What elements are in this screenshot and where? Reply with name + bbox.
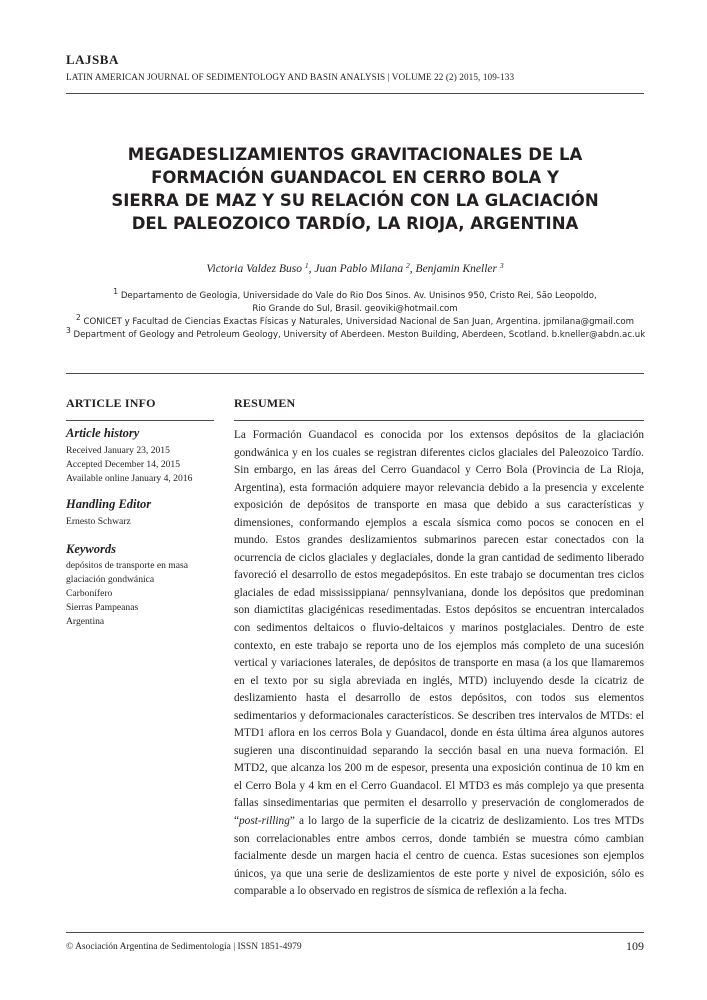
article-history-heading: Article history bbox=[66, 426, 140, 440]
affiliation-mark: 3 bbox=[66, 326, 71, 335]
article-info-divider bbox=[66, 420, 214, 421]
footer-divider bbox=[66, 932, 644, 933]
abstract-italic-term: post-rilling bbox=[239, 815, 290, 828]
history-entry: Available online January 4, 2016 bbox=[66, 473, 193, 484]
title-line: FORMACIÓN GUANDACOL EN CERRO BOLA Y bbox=[151, 168, 559, 187]
affiliation-text: Departamento de Geologia, Universidade do Vale do Rio Dos Sinos. Av. Unisinos 950, Cristo Rei, São Leopoldo, bbox=[120, 291, 597, 301]
author-name: Benjamin Kneller bbox=[415, 263, 497, 275]
affiliation-text: CONICET y Facultad de Ciencias Exactas Físicas y Naturales, Universidad Nacional de San Juan, Argentina. jpmilana@gmail.com bbox=[83, 317, 635, 327]
title-line: SIERRA DE MAZ Y SU RELACIÓN CON LA GLACIACIÓN bbox=[111, 191, 599, 210]
article-info-heading: ARTICLE INFO bbox=[66, 396, 156, 410]
keyword: depósitos de transporte en masa bbox=[66, 560, 189, 571]
author-affiliation-mark: 2 bbox=[406, 261, 410, 270]
author-affiliation-mark: 1 bbox=[304, 261, 309, 270]
journal-abbreviation: LAJSBA bbox=[66, 52, 119, 67]
footer-copyright: © Asociación Argentina de Sedimentología | ISSN 1851-4979 bbox=[66, 942, 302, 952]
journal-citation-line: LATIN AMERICAN JOURNAL OF SEDIMENTOLOGY AND BASIN ANALYSIS | VOLUME 22 (2) 2015, 109-133 bbox=[66, 72, 515, 82]
abstract-paragraph bbox=[234, 427, 644, 901]
article-title bbox=[66, 143, 644, 235]
keywords-heading: Keywords bbox=[66, 542, 116, 556]
affiliation-text: Department of Geology and Petroleum Geology, University of Aberdeen. Meston Building, Aberdeen, Scotland. b.kneller@abdn.ac.uk bbox=[73, 330, 646, 340]
author-name: Victoria Valdez Buso bbox=[206, 263, 302, 275]
header-divider bbox=[66, 93, 644, 94]
keywords-list bbox=[66, 559, 188, 629]
affiliation-text: Rio Grande do Sul, Brasil. geoviki@hotmail.com bbox=[252, 304, 458, 314]
affiliation-1 bbox=[66, 287, 644, 316]
abstract-text: La Formación Guandacol es conocida por los extensos depósitos de la glaciación gondwánica y en los cuales se registran diferentes ciclos glaciales del Paleozoico Tardío. Sin embargo, en las áreas del Cerro Guandacol y Cerro Bola (Provincia de La Rioja, Argentina), esta formación adquiere mayor relevancia debido a la presencia y excelente exposición de depósitos de transporte en masa que debido a sus características y dimensiones, conformando ejemplos a escala sísmica como pocos se conocen en el mundo. Estos grandes deslizamientos submarinos parecen estar conectados con la ocurrencia de ciclos glaciales y deglaciales, donde la gran cantidad de sedimento liberado favoreció el desarrollo de estos megadepósitos. En este trabajo se documentan tres ciclos glaciales de edad mississippiana/ pennsylvaniana, donde los depósitos que predominan son diamictitas glacigénicas resedimentadas. Estos depósitos se encuentran intercalados con sedimentos deltaicos o fluvio-deltaicos y marinos postglaciales. Dentro de este contexto, en este trabajo se reporta uno de los ejemplos más completo de una sucesión vertical y variaciones laterales, de depósitos de transporte en masa (a los que llamaremos en el texto por su sigla abreviada en inglés, MTD) incluyendo desde la cicatriz de deslizamiento hasta el desarrollo de estos depósitos, con todos sus elementos sedimentarios y deformacionales característicos. Se describen tres intervalos de MTDs: el MTD1 aflora en los cerros Bola y Guandacol, donde en ésta última área algunos autores sugieren una discontinuidad separando la sección basal en una nueva formación. El MTD2, que alcanza los 200 m de espesor, presenta una exposición continua de 10 km en el Cerro Bola y 4 km en el Cerro Guandacol. El MTD3 es más complejo ya que presenta fallas sinsedimentarias que permiten el desarrollo y preservación de conglomerados de “ bbox=[234, 429, 644, 828]
handling-editor-heading: Handling Editor bbox=[66, 497, 152, 511]
keyword: Sierras Pampeanas bbox=[66, 602, 139, 613]
affiliation-3 bbox=[66, 326, 646, 342]
affiliation-mark: 1 bbox=[113, 287, 119, 296]
history-entry: Accepted December 14, 2015 bbox=[66, 459, 181, 470]
author-name: Juan Pablo Milana bbox=[314, 263, 404, 275]
article-history bbox=[66, 444, 192, 486]
abstract-heading: RESUMEN bbox=[234, 396, 296, 410]
affiliation-2 bbox=[66, 313, 644, 329]
affiliation-mark: 2 bbox=[75, 313, 81, 322]
handling-editor-name: Ernesto Schwarz bbox=[66, 516, 131, 527]
abstract-text: ” a lo largo de la superficie de la cicatriz de deslizamiento. Los tres MTDs son correlacionables entre ambos cerros, donde también se muestra cómo cambian facialmente desde un margen hacia el centro de cuenca. Estas sucesiones son ejemplos únicos, ya que una serie de deslizamientos de este porte y nivel de exposición, sólo es comparable a lo observado en registros de sísmica de reflexión a la fecha. bbox=[234, 815, 644, 898]
abstract-divider bbox=[234, 420, 644, 421]
keyword: Carbonífero bbox=[66, 588, 113, 599]
title-line: MEGADESLIZAMIENTOS GRAVITACIONALES DE LA bbox=[127, 145, 583, 164]
section-divider bbox=[66, 373, 644, 374]
abstract-body bbox=[234, 427, 644, 901]
keyword: glaciación gondwánica bbox=[66, 574, 155, 585]
title-line: DEL PALEOZOICO TARDÍO, LA RIOJA, ARGENTINA bbox=[131, 214, 579, 233]
author-list: Victoria Valdez Buso $^1$, Juan Pablo Milana $^2$, Benjamin Kneller $^3$ bbox=[206, 261, 504, 275]
author-affiliation-mark: 3 bbox=[499, 261, 504, 270]
page-number: 109 bbox=[626, 939, 644, 953]
history-entry: Received January 23, 2015 bbox=[66, 445, 170, 456]
keyword: Argentina bbox=[66, 616, 105, 627]
